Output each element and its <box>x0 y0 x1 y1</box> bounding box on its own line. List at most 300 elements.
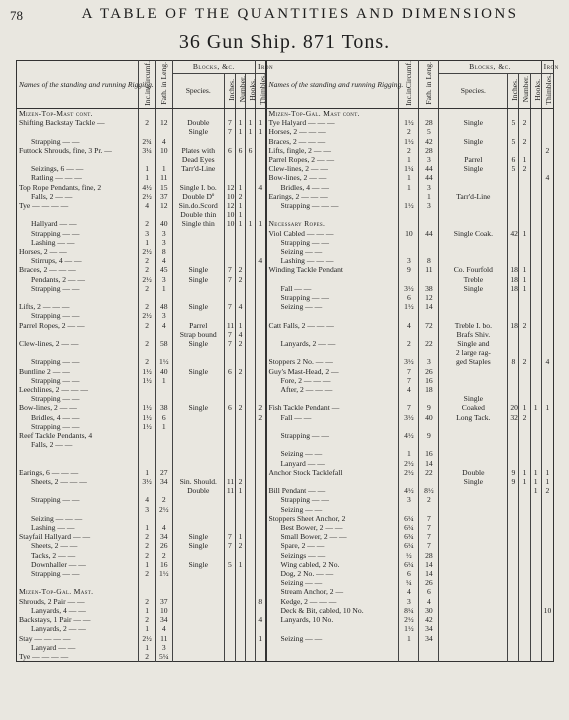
cell-circ-left: 2 <box>139 265 156 274</box>
cell-circ-right: 2 <box>399 127 419 136</box>
cell-hooks-right <box>530 385 541 394</box>
cell-fath-right: 8½ <box>419 486 439 495</box>
cell-circ-left: 2 <box>139 284 156 293</box>
cell-inches-left: 12 <box>224 183 235 192</box>
cell-circ-right <box>399 311 419 320</box>
cell-fath-right: 6 <box>419 587 439 596</box>
header-circ-left: Inc.inCircumf. <box>139 61 156 109</box>
cell-inches-left <box>224 606 235 615</box>
cell-species-left: Double Dº <box>172 192 224 201</box>
cell-inches-right <box>508 597 519 606</box>
cell-hooks-right <box>530 219 541 228</box>
cell-species-right <box>439 560 508 569</box>
cell-species-left <box>172 357 224 366</box>
cell-inches-right: 18 <box>508 275 519 284</box>
cell-number-left <box>235 551 245 560</box>
cell-fath-right: 3 <box>419 357 439 366</box>
table-row <box>17 505 554 514</box>
cell-name-left: Falls, 2 — — <box>31 191 73 201</box>
cell-species-right <box>439 551 508 560</box>
cell-number-right <box>519 339 530 348</box>
cell-number-left <box>235 578 245 587</box>
cell-thimbles-left <box>256 376 266 385</box>
cell-fath-right: 42 <box>419 615 439 624</box>
cell-thimbles-right <box>541 183 553 192</box>
cell-hooks-left <box>245 468 255 477</box>
cell-fath-right <box>419 311 439 320</box>
cell-species-right <box>439 505 508 514</box>
cell-inches-left <box>224 587 235 596</box>
cell-fath-left <box>155 587 172 596</box>
cell-hooks-right <box>530 201 541 210</box>
cell-hooks-right <box>530 137 541 146</box>
header-thimbles-right: Thimbles. <box>541 73 553 108</box>
cell-hooks-left <box>245 597 255 606</box>
cell-name-right: Earings, 2 — — — <box>266 192 399 201</box>
cell-hooks-left <box>245 505 255 514</box>
cell-circ-right: 1 <box>399 634 419 643</box>
cell-number-left: 1 <box>235 486 245 495</box>
cell-name-right <box>266 394 399 403</box>
header-species-left: Species. <box>172 73 224 108</box>
cell-number-right <box>519 394 530 403</box>
cell-circ-right: 1¼ <box>399 164 419 173</box>
cell-name-left: Strapping — — <box>31 394 80 404</box>
cell-number-left <box>235 449 245 458</box>
table-row <box>17 265 554 274</box>
cell-number-left: 4 <box>235 302 245 311</box>
cell-thimbles-left <box>256 284 266 293</box>
cell-name-left: Lanyard — — <box>31 642 76 652</box>
cell-hooks-left <box>245 210 255 219</box>
cell-name-left: Parrel Ropes, 2 — — <box>19 320 85 330</box>
cell-name-left: Tye — — — — <box>19 200 69 210</box>
cell-species-right <box>439 615 508 624</box>
cell-species-right <box>439 108 508 118</box>
cell-name-left: Braces, 2 — — — <box>19 265 76 275</box>
cell-hooks-left <box>245 495 255 504</box>
cell-thimbles-right <box>541 394 553 403</box>
cell-circ-left: 1 <box>139 238 156 247</box>
cell-inches-right <box>508 293 519 302</box>
cell-thimbles-right <box>541 127 553 136</box>
cell-thimbles-left <box>256 551 266 560</box>
cell-inches-right <box>508 146 519 155</box>
cell-species-left <box>172 587 224 596</box>
cell-number-left <box>235 652 245 662</box>
cell-hooks-left <box>245 201 255 210</box>
cell-inches-right <box>508 514 519 523</box>
cell-name-left: Strapping — — <box>31 228 80 238</box>
table-row <box>17 376 554 385</box>
cell-thimbles-left <box>256 339 266 348</box>
cell-hooks-left <box>245 247 255 256</box>
cell-name-right: Horses, 2 — — — <box>266 127 399 136</box>
cell-species-left <box>172 431 224 440</box>
cell-number-right <box>519 385 530 394</box>
cell-thimbles-right <box>541 431 553 440</box>
cell-circ-left: 3½ <box>139 477 156 486</box>
cell-thimbles-left <box>256 265 266 274</box>
cell-thimbles-left <box>256 247 266 256</box>
cell-circ-left: 1½ <box>139 422 156 431</box>
cell-number-right <box>519 201 530 210</box>
cell-inches-right <box>508 523 519 532</box>
cell-fath-left: 1½ <box>155 357 172 366</box>
cell-number-right <box>519 560 530 569</box>
cell-circ-left: 2 <box>139 302 156 311</box>
cell-hooks-left <box>245 367 255 376</box>
cell-hooks-left <box>245 238 255 247</box>
cell-circ-right: 6¼ <box>399 523 419 532</box>
cell-fath-right <box>419 247 439 256</box>
cell-thimbles-left <box>256 192 266 201</box>
cell-species-right <box>439 643 508 652</box>
cell-circ-left: 2 <box>139 532 156 541</box>
cell-inches-left: 7 <box>224 275 235 284</box>
cell-name-right: Clew-lines, 2 — — <box>266 164 399 173</box>
cell-thimbles-left <box>256 367 266 376</box>
cell-thimbles-right <box>541 440 553 449</box>
cell-fath-left <box>155 394 172 403</box>
cell-name-right: Seizing — — <box>266 505 399 514</box>
cell-thimbles-right <box>541 321 553 330</box>
cell-thimbles-right <box>541 560 553 569</box>
cell-circ-left: 1½ <box>139 403 156 412</box>
cell-hooks-right <box>530 146 541 155</box>
cell-hooks-left <box>245 587 255 596</box>
cell-inches-left <box>224 108 235 118</box>
cell-fath-left: 34 <box>155 615 172 624</box>
cell-thimbles-right <box>541 229 553 238</box>
cell-number-right: 1 <box>519 155 530 164</box>
table-row <box>17 495 554 504</box>
cell-inches-right <box>508 108 519 118</box>
cell-thimbles-right <box>541 505 553 514</box>
cell-hooks-left: 1 <box>245 118 255 127</box>
cell-species-right <box>439 367 508 376</box>
cell-name-left <box>17 210 139 219</box>
cell-circ-left: 2 <box>139 615 156 624</box>
cell-circ-right: 6¾ <box>399 532 419 541</box>
cell-thimbles-right: 10 <box>541 606 553 615</box>
cell-inches-right <box>508 210 519 219</box>
cell-thimbles-right <box>541 422 553 431</box>
cell-number-left <box>235 137 245 146</box>
cell-number-right <box>519 643 530 652</box>
cell-thimbles-right <box>541 348 553 357</box>
cell-fath-right <box>419 422 439 431</box>
cell-fath-left: 3 <box>155 311 172 320</box>
cell-inches-left: 11 <box>224 321 235 330</box>
cell-circ-left: 2 <box>139 551 156 560</box>
cell-thimbles-right: 1 <box>541 468 553 477</box>
table-row <box>17 385 554 394</box>
cell-thimbles-left <box>256 643 266 652</box>
cell-inches-right <box>508 459 519 468</box>
cell-species-left <box>172 523 224 532</box>
cell-species-right <box>439 514 508 523</box>
cell-hooks-right <box>530 541 541 550</box>
cell-hooks-right: 1 <box>530 468 541 477</box>
cell-fath-left: 11 <box>155 634 172 643</box>
cell-thimbles-left <box>256 210 266 219</box>
table-row <box>17 422 554 431</box>
cell-inches-right: 32 <box>508 413 519 422</box>
cell-hooks-left <box>245 523 255 532</box>
cell-name-left: Top Rope Pendants, fine, 2 <box>19 182 102 192</box>
cell-fath-left: 1 <box>155 422 172 431</box>
cell-circ-right: 9 <box>399 265 419 274</box>
cell-number-right <box>519 569 530 578</box>
cell-inches-left: 11 <box>224 486 235 495</box>
cell-circ-right: 2½ <box>399 468 419 477</box>
cell-thimbles-left <box>256 422 266 431</box>
cell-name-right: Fall — — <box>266 413 399 422</box>
cell-circ-right <box>399 643 419 652</box>
cell-number-left: 2 <box>235 541 245 550</box>
cell-inches-left <box>224 514 235 523</box>
cell-circ-right: 7 <box>399 376 419 385</box>
cell-number-left: 2 <box>235 367 245 376</box>
cell-hooks-right <box>530 634 541 643</box>
cell-number-right <box>519 486 530 495</box>
cell-number-left <box>235 634 245 643</box>
cell-species-right <box>439 495 508 504</box>
table-row <box>17 541 554 550</box>
cell-hooks-left <box>245 229 255 238</box>
cell-fath-right <box>419 652 439 662</box>
cell-fath-right: 9 <box>419 403 439 412</box>
cell-number-left: 1 <box>235 127 245 136</box>
cell-name-right: Braces, 2 — — — <box>266 137 399 146</box>
cell-species-right <box>439 523 508 532</box>
cell-number-left <box>235 523 245 532</box>
cell-inches-right <box>508 643 519 652</box>
cell-circ-left: 2 <box>139 652 156 662</box>
cell-thimbles-right <box>541 376 553 385</box>
cell-hooks-right <box>530 348 541 357</box>
cell-thimbles-right <box>541 108 553 118</box>
cell-name-left: Bridles, 4 — — <box>31 412 80 422</box>
cell-number-right <box>519 615 530 624</box>
cell-name-right <box>266 652 399 662</box>
cell-fath-left: 4 <box>155 137 172 146</box>
cell-species-left: Single <box>172 275 224 284</box>
cell-thimbles-right <box>541 541 553 550</box>
cell-number-right <box>519 348 530 357</box>
cell-hooks-right <box>530 357 541 366</box>
cell-hooks-left <box>245 486 255 495</box>
cell-thimbles-right <box>541 192 553 201</box>
cell-fath-left: 3 <box>155 229 172 238</box>
cell-inches-left <box>224 229 235 238</box>
cell-circ-right: 1½ <box>399 302 419 311</box>
cell-circ-left <box>139 293 156 302</box>
cell-inches-left <box>224 155 235 164</box>
cell-species-left <box>172 311 224 320</box>
table-row <box>17 468 554 477</box>
cell-number-right <box>519 514 530 523</box>
cell-hooks-right <box>530 440 541 449</box>
cell-species-left <box>172 615 224 624</box>
cell-name-right: Strapping — — <box>266 238 399 247</box>
cell-inches-left <box>224 164 235 173</box>
cell-inches-left: 7 <box>224 265 235 274</box>
cell-species-left <box>172 624 224 633</box>
cell-name-right: Catt Falls, 2 — — — <box>266 321 399 330</box>
cell-circ-right: 6¼ <box>399 541 419 550</box>
cell-thimbles-left <box>256 146 266 155</box>
cell-circ-left <box>139 431 156 440</box>
cell-name-right <box>266 440 399 449</box>
cell-thimbles-right <box>541 367 553 376</box>
cell-name-left <box>17 155 139 164</box>
cell-hooks-right <box>530 560 541 569</box>
cell-number-left <box>235 348 245 357</box>
cell-name-right: Bow-lines, 2 — — <box>266 173 399 182</box>
cell-number-left: 1 <box>235 201 245 210</box>
cell-circ-right <box>399 505 419 514</box>
cell-species-left <box>172 422 224 431</box>
cell-fath-right: 42 <box>419 137 439 146</box>
cell-thimbles-right <box>541 238 553 247</box>
table-row <box>17 652 554 662</box>
table-row <box>17 440 554 449</box>
cell-species-left: Double thin <box>172 210 224 219</box>
table-row <box>17 477 554 486</box>
cell-species-right <box>439 541 508 550</box>
table-row <box>17 634 554 643</box>
cell-hooks-right <box>530 247 541 256</box>
cell-name-right: Seizing — — <box>266 578 399 587</box>
table-row <box>17 357 554 366</box>
cell-name-left <box>17 348 139 357</box>
cell-name-left: Falls, 2 — — <box>31 440 73 450</box>
cell-number-right <box>519 183 530 192</box>
cell-inches-right <box>508 394 519 403</box>
cell-species-left: Double <box>172 486 224 495</box>
cell-species-left <box>172 293 224 302</box>
cell-hooks-right <box>530 643 541 652</box>
cell-number-right <box>519 624 530 633</box>
cell-thimbles-right <box>541 293 553 302</box>
cell-fath-right: 26 <box>419 367 439 376</box>
cell-species-left: Single <box>172 367 224 376</box>
cell-circ-right: 1 <box>399 155 419 164</box>
cell-fath-left: 3 <box>155 643 172 652</box>
header-names-left: Names of the standing and running Rigging. <box>17 61 139 109</box>
cell-species-right: Brafs Shiv. <box>439 330 508 339</box>
cell-thimbles-left <box>256 569 266 578</box>
cell-number-left: 2 <box>235 192 245 201</box>
cell-inches-right: 42 <box>508 229 519 238</box>
cell-inches-right <box>508 376 519 385</box>
cell-hooks-right <box>530 108 541 118</box>
cell-inches-left: 10 <box>224 192 235 201</box>
cell-thimbles-right <box>541 615 553 624</box>
cell-species-right: Single <box>439 137 508 146</box>
cell-hooks-left <box>245 634 255 643</box>
cell-fath-right <box>419 440 439 449</box>
cell-hooks-right <box>530 615 541 624</box>
cell-fath-right <box>419 108 439 118</box>
header-hooks-right: Hooks. <box>530 73 541 108</box>
cell-fath-right: 14 <box>419 459 439 468</box>
cell-number-right: 2 <box>519 357 530 366</box>
cell-inches-left: 6 <box>224 146 235 155</box>
cell-inches-right <box>508 587 519 596</box>
cell-fath-right: 28 <box>419 118 439 127</box>
table-header <box>17 61 559 109</box>
cell-number-left <box>235 173 245 182</box>
cell-inches-right <box>508 560 519 569</box>
cell-number-right: 1 <box>519 403 530 412</box>
cell-thimbles-right: 1 <box>541 403 553 412</box>
cell-circ-right: 6¼ <box>399 514 419 523</box>
cell-species-left <box>172 256 224 265</box>
table-row <box>17 606 554 615</box>
cell-number-left <box>235 615 245 624</box>
cell-name-left: Strapping — — <box>31 136 80 146</box>
cell-fath-right: 7 <box>419 514 439 523</box>
cell-circ-left: 2¾ <box>139 137 156 146</box>
cell-name-left: Lashing — — <box>31 237 75 247</box>
cell-fath-left: 1 <box>155 284 172 293</box>
cell-species-left: Single thin <box>172 219 224 228</box>
cell-hooks-left <box>245 643 255 652</box>
cell-thimbles-left: 8 <box>256 597 266 606</box>
cell-number-right <box>519 330 530 339</box>
cell-hooks-left: 1 <box>245 127 255 136</box>
cell-thimbles-right <box>541 634 553 643</box>
cell-species-right <box>439 634 508 643</box>
cell-inches-right <box>508 367 519 376</box>
cell-hooks-right <box>530 431 541 440</box>
cell-number-right <box>519 108 530 118</box>
cell-species-right <box>439 422 508 431</box>
cell-fath-right: 44 <box>419 229 439 238</box>
cell-name-left: Strapping — — <box>31 283 80 293</box>
cell-thimbles-left <box>256 624 266 633</box>
page-title: 36 Gun Ship. 871 Tons. <box>178 31 391 53</box>
cell-fath-right: 16 <box>419 376 439 385</box>
cell-species-left <box>172 376 224 385</box>
cell-number-left <box>235 284 245 293</box>
cell-fath-left: 34 <box>155 477 172 486</box>
cell-fath-left <box>155 127 172 136</box>
cell-species-left <box>172 173 224 182</box>
cell-inches-left <box>224 357 235 366</box>
cell-inches-left <box>224 468 235 477</box>
cell-name-left: Stay — — — — <box>19 633 71 643</box>
cell-inches-right <box>508 339 519 348</box>
cell-species-left <box>172 606 224 615</box>
cell-hooks-right <box>530 229 541 238</box>
cell-number-left <box>235 376 245 385</box>
table-row <box>17 137 554 146</box>
cell-name-left: Ratling — — — <box>31 173 82 183</box>
table-row <box>17 321 554 330</box>
cell-inches-left <box>224 578 235 587</box>
cell-inches-left <box>224 376 235 385</box>
cell-hooks-right <box>530 422 541 431</box>
header-circ-right: Inc.inCircumf. <box>399 61 419 109</box>
table-row <box>17 127 554 136</box>
cell-species-right <box>439 449 508 458</box>
cell-species-left <box>172 385 224 394</box>
cell-number-right <box>519 238 530 247</box>
